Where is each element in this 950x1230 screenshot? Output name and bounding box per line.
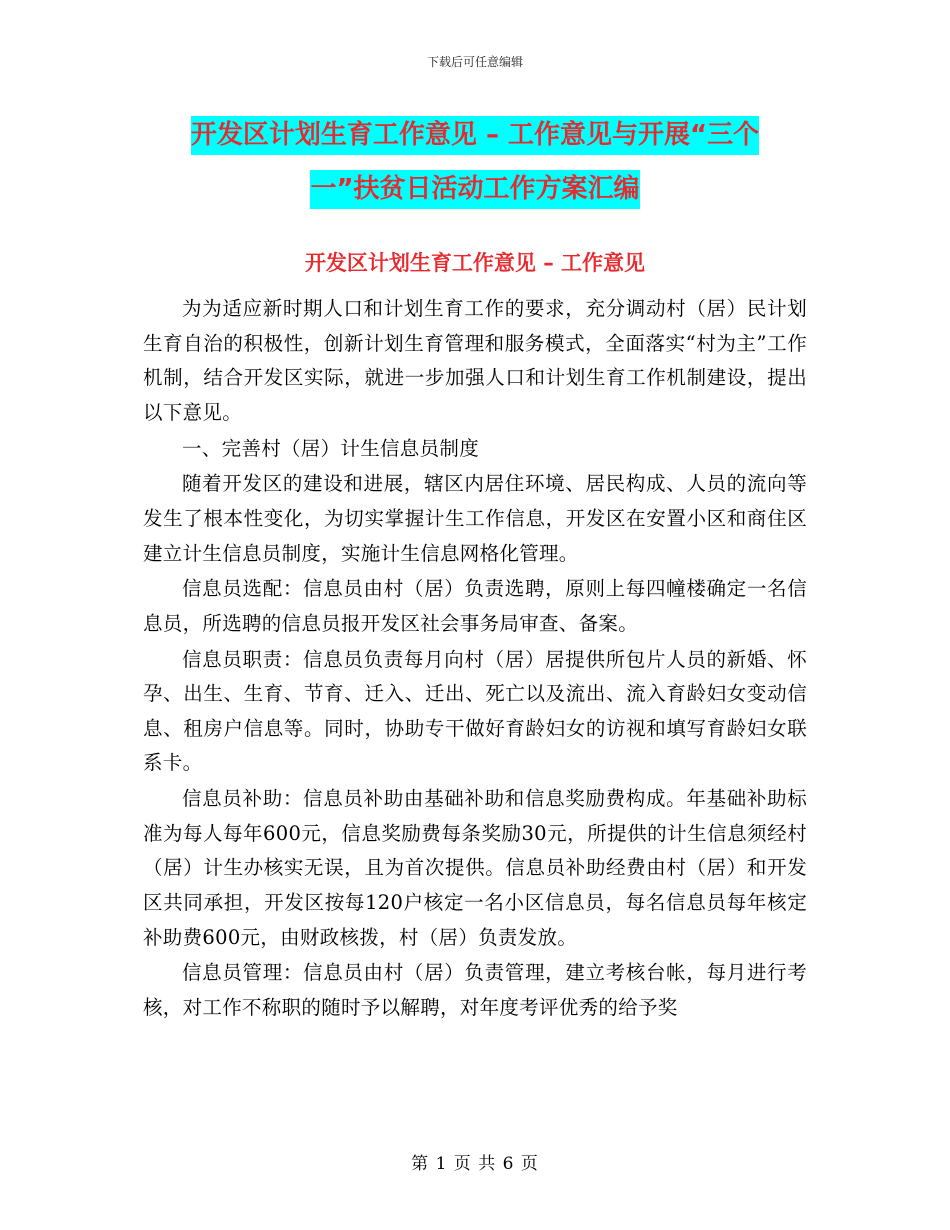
paragraph-management: 信息员管理：信息员由村（居）负责管理，建立考核台帐，每月进行考核，对工作不称职的随时予以解聘，对年度考评优秀的给予奖 (143, 961, 807, 1019)
page-header-note: 下载后可任意编辑 (426, 55, 523, 69)
paragraph-intro: 为为适应新时期人口和计划生育工作的要求，充分调动村（居）民计划生育自治的积极性，创新计划生育管理和服务模式，全面落实“村为主”工作机制，结合开发区实际，就进一步加强人口和计划生育工作机制建设，提出以下意见。 (143, 297, 807, 424)
paragraph-background: 随着开发区的建设和进展，辖区内居住环境、居民构成、人员的流向等发生了根本性变化，为切实掌握计生工作信息，开发区在安置小区和商住区建立计生信息员制度，实施计生信息网格化管理。 (143, 472, 807, 565)
paragraph-selection: 信息员选配：信息员由村（居）负责选聘，原则上每四幢楼确定一名信息员，所选聘的信息员报开发区社会事务局审查、备案。 (143, 577, 807, 635)
title-line-2: 一”扶贫日活动工作方案汇编 (310, 170, 639, 209)
paragraph-subsidy: 信息员补助：信息员补助由基础补助和信息奖励费构成。年基础补助标准为每人每年600元，信息奖励费每条奖励30元，所提供的计生信息须经村（居）计生办核实无误，且为首次提供。信息员补助经费由村（居）和开发区共同承担，开发区按每120户核定一名小区信息员，每名信息员每年核定补助费600元，由财政核拨，村（居）负责发放。 (143, 787, 807, 949)
paragraph-heading-1: 一、完善村（居）计生信息员制度 (182, 436, 480, 460)
document-title (150, 108, 800, 216)
paragraph-duties: 信息员职责：信息员负责每月向村（居）居提供所包片人员的新婚、怀孕、出生、生育、节育、迁入、迁出、死亡以及流出、流入育龄妇女变动信息、租房户信息等。同时，协助专干做好育龄妇女的访视和填写育龄妇女联系卡。 (143, 647, 807, 775)
section-title: 开发区计划生育工作意见 – 工作意见 (304, 251, 646, 275)
page-number: 第 1 页 共 6 页 (411, 1154, 539, 1174)
title-line-1: 开发区计划生育工作意见 – 工作意见与开展“三个 (191, 116, 759, 155)
document-body (143, 292, 807, 1027)
